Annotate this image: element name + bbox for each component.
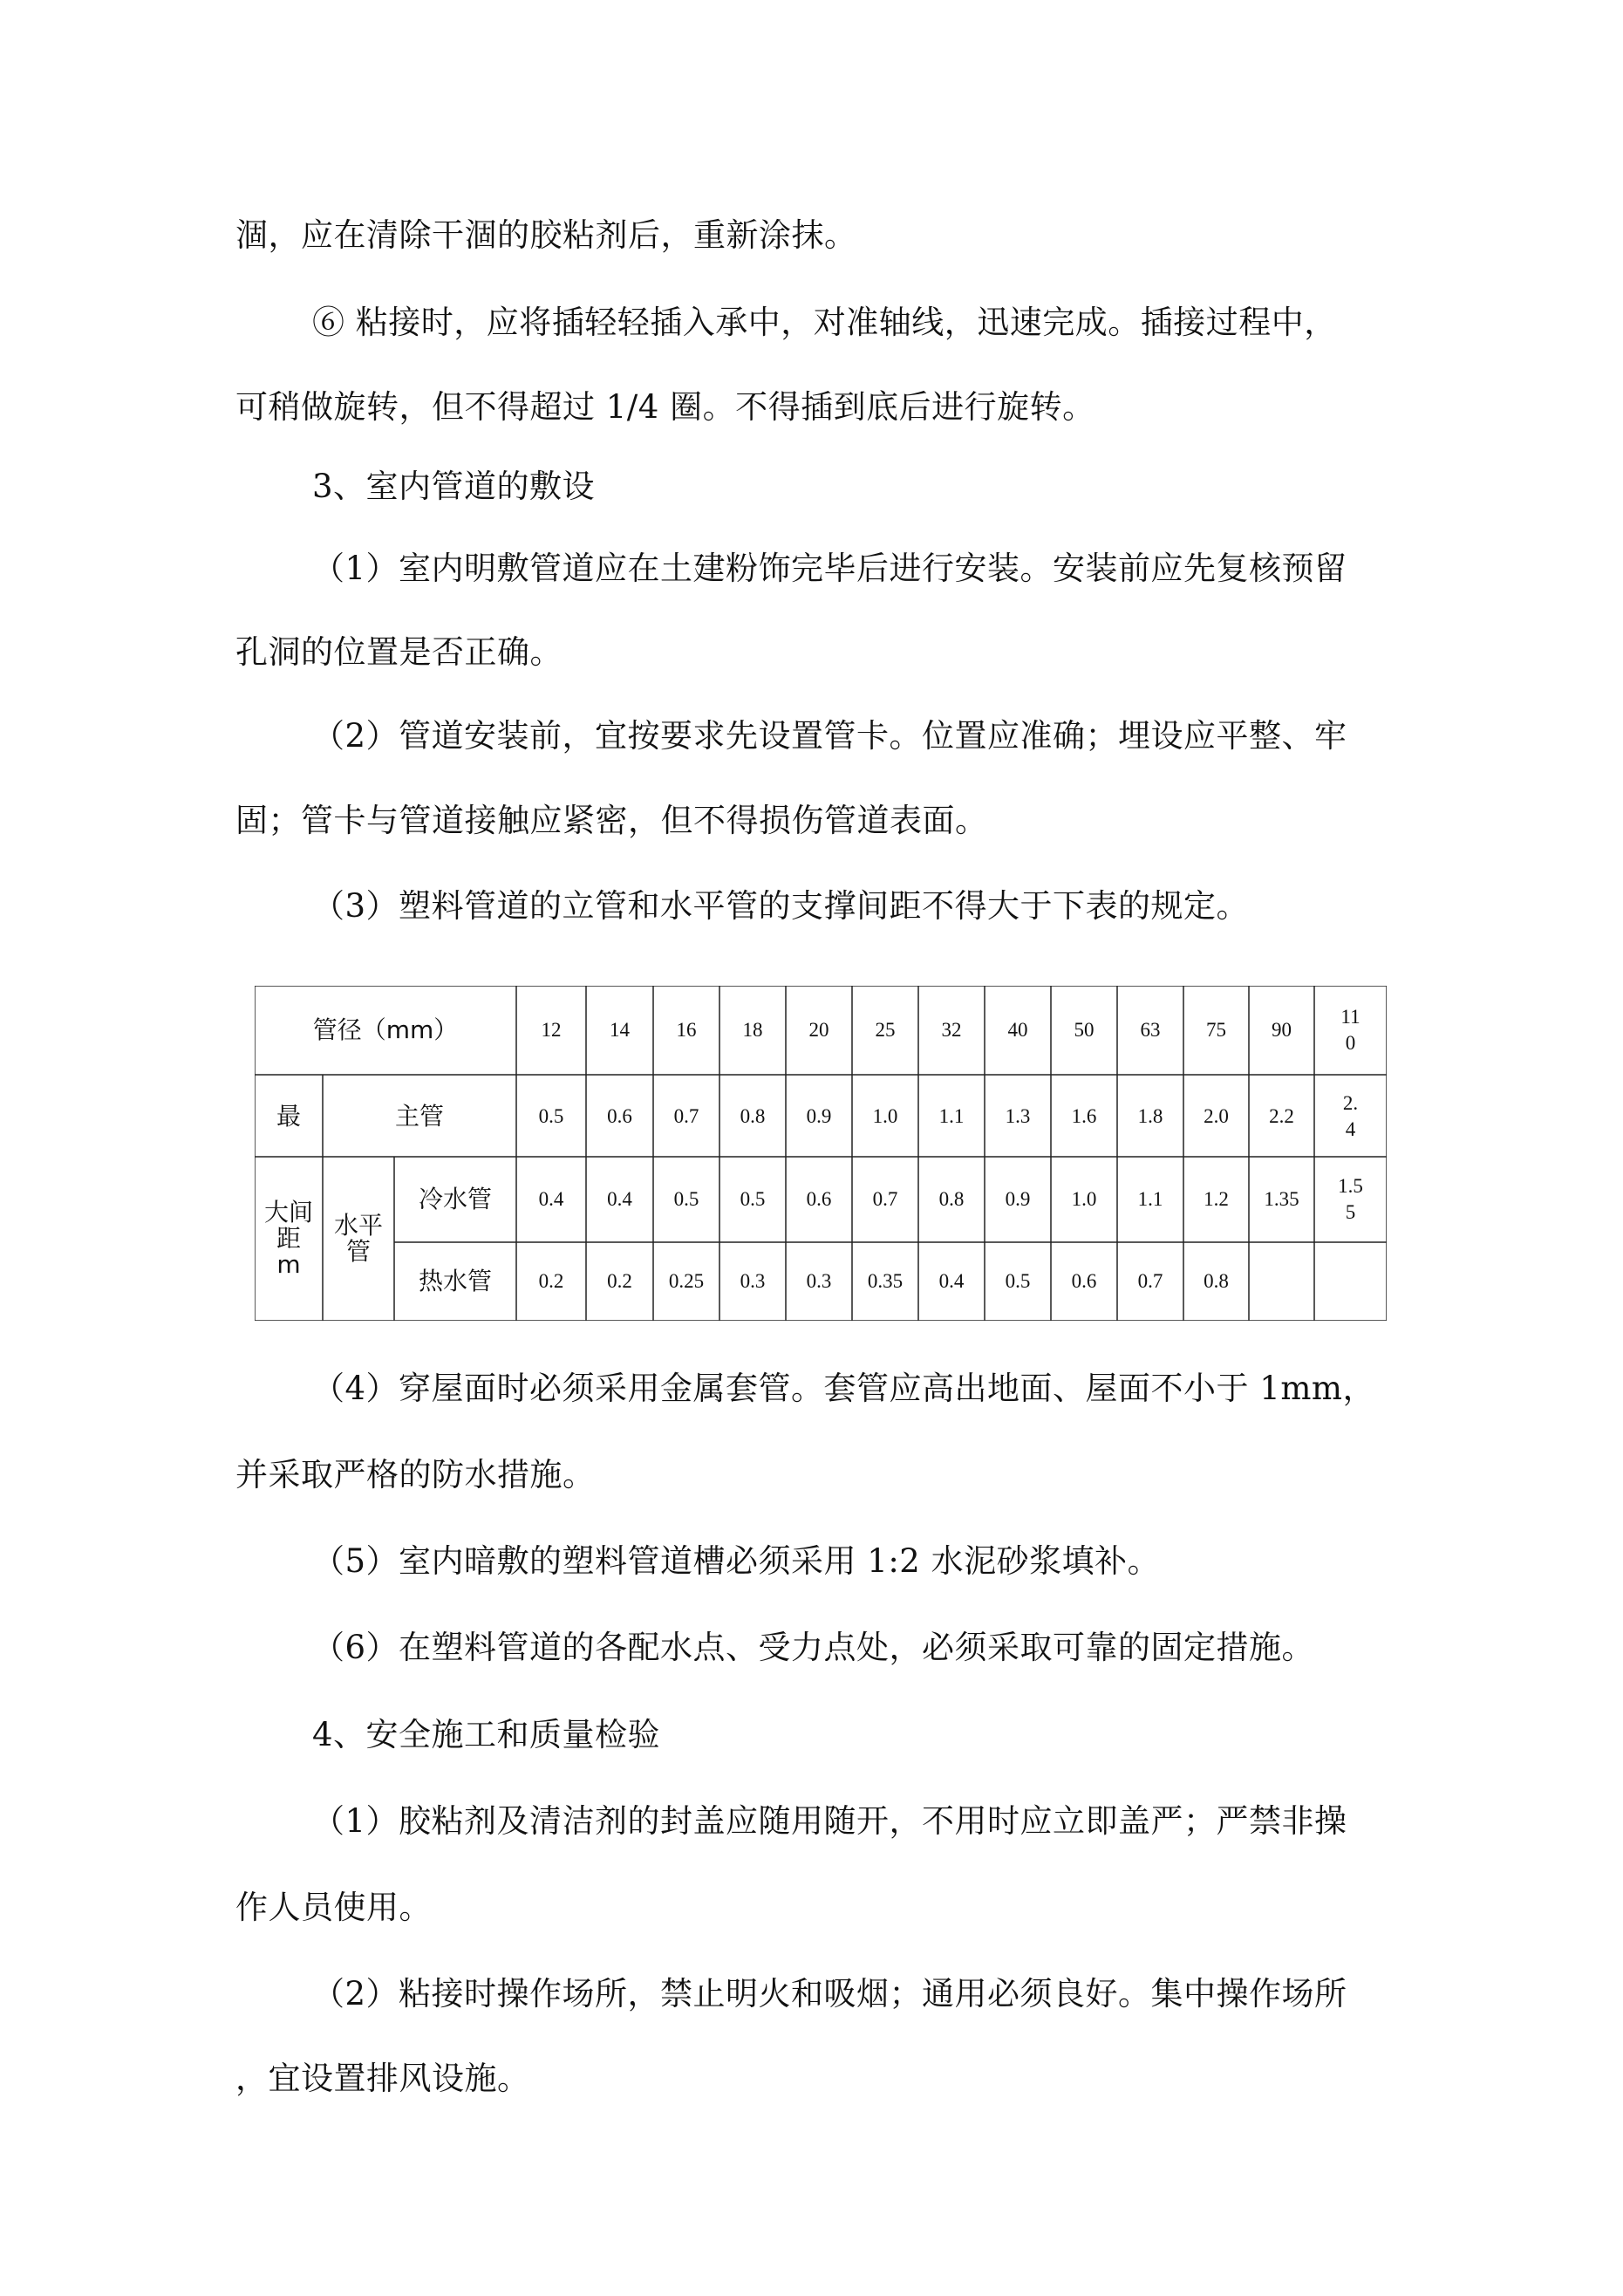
- paragraph-line: 作人员使用。: [235, 1889, 432, 1926]
- hot-value-cell: 0.2: [538, 1270, 564, 1292]
- cold-value-cell: 0.4: [607, 1188, 632, 1210]
- diameter-cell: 50: [1074, 1019, 1095, 1041]
- diameter-cell: 25: [875, 1019, 896, 1041]
- main-value-cell: 1.0: [872, 1104, 898, 1127]
- hot-value-cell: 0.4: [938, 1270, 965, 1292]
- row-label-hot: 热水管: [418, 1267, 492, 1295]
- cold-value-cell: 0.4: [538, 1188, 564, 1210]
- main-value-cell: 2. 4: [1342, 1091, 1359, 1140]
- paragraph-line: （2）管道安装前，宜按要求先设置管卡。位置应准确；埋设应平整、牢: [312, 717, 1347, 755]
- paragraph-line: 固；管卡与管道接触应紧密，但不得损伤管道表面。: [235, 802, 988, 839]
- cold-value-cell: 0.6: [806, 1188, 832, 1210]
- main-value-cell: 0.6: [607, 1104, 632, 1127]
- main-value-cell: 1.6: [1071, 1104, 1097, 1127]
- row-label-cold: 冷水管: [418, 1185, 492, 1213]
- diameter-cell: 40: [1007, 1019, 1028, 1041]
- hot-value-cell: 0.25: [668, 1270, 705, 1292]
- diameter-cell: 90: [1272, 1019, 1292, 1041]
- cold-value-cell: 0.9: [1005, 1188, 1031, 1210]
- paragraph-line: （3）塑料管道的立管和水平管的支撑间距不得大于下表的规定。: [312, 887, 1250, 925]
- cold-value-cell: 1.5 5: [1338, 1175, 1363, 1223]
- side-label: 大间 距 m: [263, 1198, 313, 1279]
- hot-value-cell: [1249, 1242, 1314, 1321]
- main-value-cell: 1.1: [938, 1104, 965, 1127]
- hot-value-cell: 0.3: [806, 1270, 832, 1292]
- cold-value-cell: 1.1: [1137, 1188, 1163, 1210]
- hot-value-cell: 0.2: [607, 1270, 632, 1292]
- cold-value-cell: 0.5: [673, 1188, 699, 1210]
- diameter-cell: 20: [808, 1019, 829, 1041]
- diameter-cell: 12: [541, 1019, 562, 1041]
- side-label: 最: [276, 1101, 301, 1131]
- section-heading: 3、室内管道的敷设: [312, 468, 596, 505]
- cold-value-cell: 0.7: [872, 1188, 898, 1210]
- diameter-cell: 75: [1206, 1019, 1226, 1041]
- paragraph-line: （5）室内暗敷的塑料管道槽必须采用 1:2 水泥砂浆填补。: [312, 1542, 1161, 1580]
- table-header-label: 管径（mm）: [312, 1015, 459, 1044]
- diameter-cell: 16: [676, 1019, 697, 1041]
- hot-value-cell: 0.5: [1005, 1270, 1031, 1292]
- section-heading: 4、安全施工和质量检验: [312, 1716, 661, 1753]
- row-label-horizontal: 水平 管: [333, 1211, 383, 1266]
- cold-value-cell: 1.2: [1204, 1188, 1229, 1210]
- paragraph-line: 可稍做旋转，但不得超过 1/4 圈。不得插到底后进行旋转。: [235, 388, 1095, 426]
- cold-value-cell: 0.8: [938, 1188, 965, 1210]
- cold-value-cell: 0.5: [740, 1188, 766, 1210]
- hot-value-cell: 0.3: [740, 1270, 766, 1292]
- hot-value-cell: [1314, 1242, 1387, 1321]
- diameter-cell: 18: [742, 1019, 763, 1041]
- main-value-cell: 1.3: [1005, 1104, 1031, 1127]
- paragraph-line: （2）粘接时操作场所，禁止明火和吸烟；通用必须良好。集中操作场所: [312, 1975, 1347, 2012]
- main-value-cell: 2.2: [1269, 1104, 1294, 1127]
- main-value-cell: 2.0: [1204, 1104, 1229, 1127]
- paragraph-line: （6）在塑料管道的各配水点、受力点处，必须采取可靠的固定措施。: [312, 1629, 1315, 1666]
- paragraph-line: （1）室内明敷管道应在土建粉饰完毕后进行安装。安装前应先复核预留: [312, 550, 1347, 587]
- diameter-cell: 32: [941, 1019, 962, 1041]
- paragraph-line: （4）穿屋面时必须采用金属套管。套管应高出地面、屋面不小于 1mm，: [312, 1370, 1376, 1407]
- paragraph-line: 孔洞的位置是否正确。: [235, 633, 563, 671]
- diameter-cell: 11 0: [1340, 1006, 1360, 1054]
- cold-value-cell: 1.0: [1071, 1188, 1097, 1210]
- paragraph-line: 并采取严格的防水措施。: [235, 1456, 596, 1493]
- support-spacing-table: [255, 986, 1387, 1321]
- main-value-cell: 1.8: [1137, 1104, 1163, 1127]
- main-value-cell: 0.7: [673, 1104, 699, 1127]
- main-value-cell: 0.8: [740, 1104, 766, 1127]
- paragraph-line: ⑥ 粘接时，应将插轻轻插入承中，对准轴线，迅速完成。插接过程中，: [312, 304, 1337, 341]
- paragraph-line: （1）胶粘剂及清洁剂的封盖应随用随开，不用时应立即盖严；严禁非操: [312, 1802, 1347, 1840]
- hot-value-cell: 0.35: [867, 1270, 904, 1292]
- hot-value-cell: 0.6: [1071, 1270, 1097, 1292]
- cold-value-cell: 1.35: [1264, 1188, 1299, 1210]
- paragraph-line: 涸，应在清除干涸的胶粘剂后，重新涂抹。: [235, 216, 857, 254]
- main-value-cell: 0.5: [538, 1104, 564, 1127]
- hot-value-cell: 0.7: [1137, 1270, 1163, 1292]
- diameter-cell: 63: [1140, 1019, 1161, 1041]
- diameter-cell: 14: [610, 1019, 630, 1041]
- main-value-cell: 0.9: [806, 1104, 832, 1127]
- hot-value-cell: 0.8: [1204, 1270, 1229, 1292]
- paragraph-line: ，宜设置排风设施。: [235, 2060, 530, 2097]
- row-label-main: 主管: [394, 1101, 444, 1131]
